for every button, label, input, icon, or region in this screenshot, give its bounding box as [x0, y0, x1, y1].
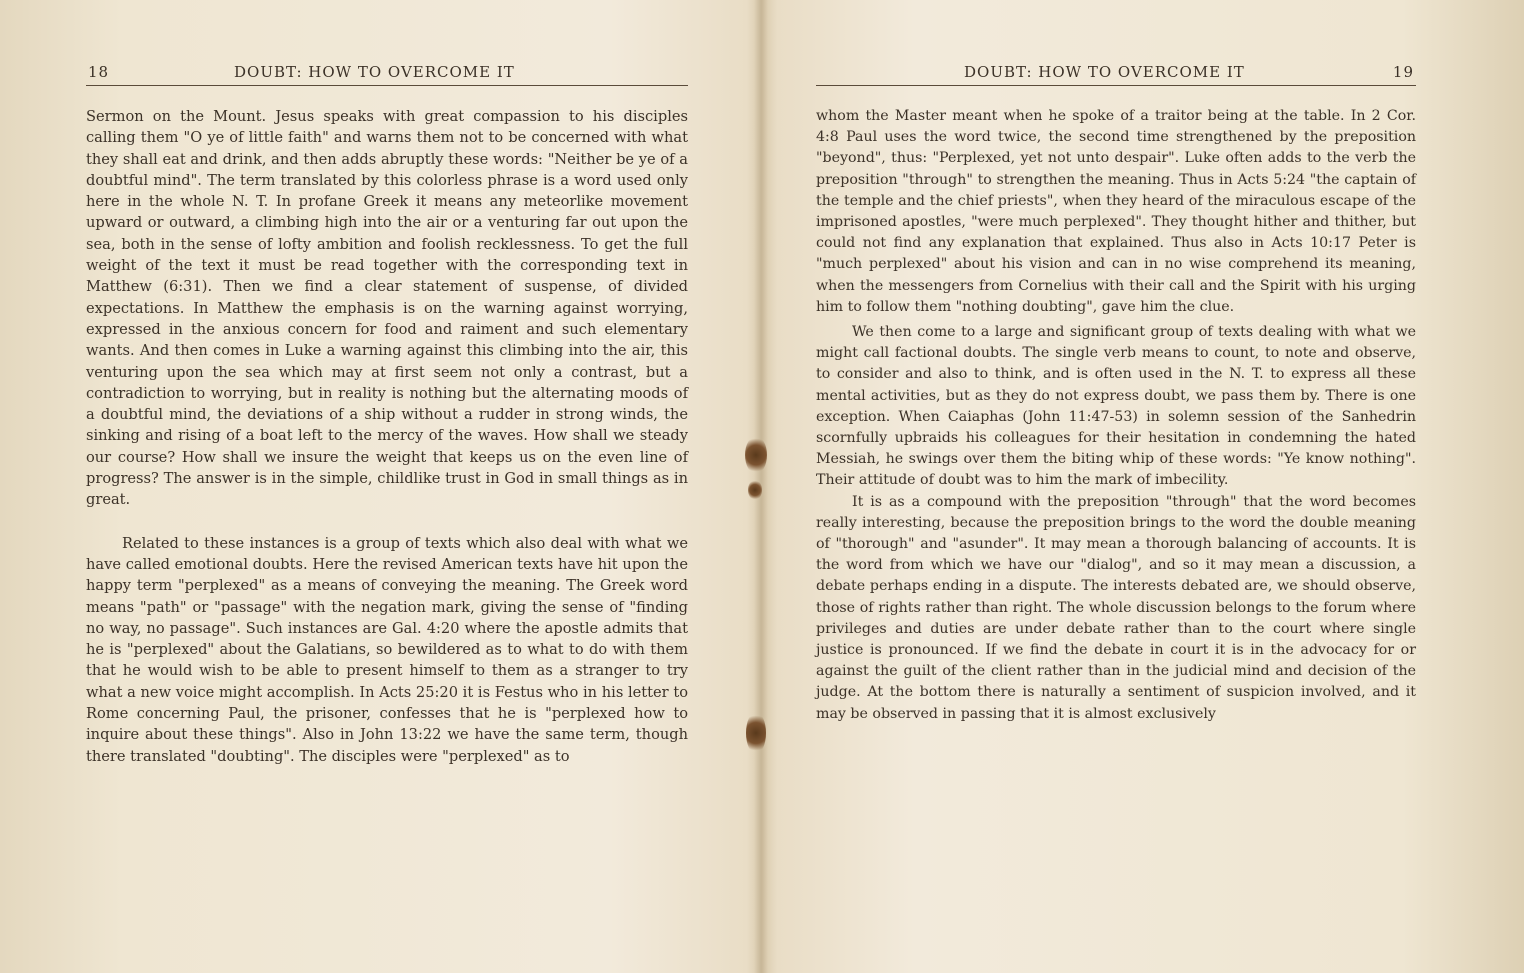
left-page: [86, 0, 688, 973]
right-body-text: [816, 106, 1416, 725]
left-paragraph-1: Sermon on the Mount. Jesus speaks with great compassion to his disciples calling them "O ye of little faith" and warns them not to be concerned with what they shall eat and drink, and then adds abruptly these words: "Neither be ye of a doubtful mind". The term translated by this colorless phrase is a word used only here in the whole N. T. In profane Greek it means any meteorlike movement upward or outward, a climbing high into the air or a venturing far out upon the sea, both in the sense of lofty ambition and foolish recklessness. To get the full weight of the text it must be read together with the corresponding text in Matthew (6:31). Then we find a clear statement of suspense, of divided expectations. In Matthew the emphasis is on the warning against worrying, expressed in the anxious concern for food and raiment and such elementary wants. And then comes in Luke a warning against this climbing into the air, this venturing upon the sea which may at first seem not only a contrast, but a contradiction to worrying, but in reality is nothing but the alternating moods of a doubtful mind, the deviations of a ship without a rudder in strong winds, the sinking and rising of a boat left to the mercy of the waves. How shall we steady our course? How shall we insure the weight that keeps us on the even line of progress? The answer is in the simple, childlike trust in God in small things as in great.: [86, 108, 688, 509]
binding-stain-upper: [745, 436, 767, 474]
right-paragraph-3: It is as a compound with the preposition "through" that the word becomes really interesting, because the preposition brings to the word the double meaning of "thorough" and "asunder". It may mean a thorough balancing of accounts. It is the word from which we have our "dialog", and so it may mean a discussion, a debate perhaps ending in a dispute. The interests debated are, we should observe, those of rights rather than right. The whole discussion belongs to the forum where privileges and duties are under debate rather than to the court where single justice is pronounced. If we find the debate in court it is in the advocacy for or against the guilt of the client rather than in the judicial mind and decision of the judge. At the bottom there is naturally a sentiment of suspicion involved, and it may be observed in passing that it is almost exclusively: [816, 493, 1416, 722]
left-body-text: [86, 106, 688, 767]
binding-stain-lower: [746, 712, 766, 754]
right-running-title: DOUBT: HOW TO OVERCOME IT: [964, 63, 1245, 81]
right-page: [816, 0, 1416, 973]
right-paragraph-1: whom the Master meant when he spoke of a traitor being at the table. In 2 Cor. 4:8 Paul uses the word twice, the second time strengthened by the preposition "beyond", thus: "Perplexed, yet not unto despair". Luke often adds to the verb the preposition "through" to strengthen the meaning. Thus in Acts 5:24 "the captain of the temple and the chief priests", when they heard of the miraculous escape of the imprisoned apostles, "were much perplexed". They thought hither and thither, but could not find any explanation that explained. Thus also in Acts 10:17 Peter is "much perplexed" about his vision and can in no wise comprehend its meaning, when the messengers from Cornelius with their call and the Spirit with his urging him to follow them "nothing doubting", gave him the clue.: [816, 108, 1416, 315]
right-page-number: 19: [1392, 63, 1414, 81]
binding-stain-small: [748, 480, 762, 500]
left-running-head: [86, 60, 688, 86]
left-running-title: DOUBT: HOW TO OVERCOME IT: [234, 63, 515, 81]
left-page-number: 18: [88, 63, 110, 81]
right-paragraph-2: We then come to a large and significant group of texts dealing with what we might call factional doubts. The single verb means to count, to note and observe, to consider and also to think, and is often used in the N. T. to express all these mental activities, but as they do not express doubt, we pass them by. There is one exception. When Caiaphas (John 11:47-53) in solemn session of the Sanhedrin scornfully upbraids his colleagues for their hesitation in condemning the hated Messiah, he swings over them the biting whip of these words: "Ye know nothing". Their attitude of doubt was to him the mark of imbecility.: [816, 324, 1416, 489]
left-paragraph-2: Related to these instances is a group of texts which also deal with what we have called emotional doubts. Here the revised American texts have hit upon the happy term "perplexed" as a means of conveying the meaning. The Greek word means "path" or "passage" with the negation mark, giving the sense of "finding no way, no passage". Such instances are Gal. 4:20 where the apostle admits that he is "perplexed" about the Galatians, so bewildered as to what to do with them that he would wish to be able to present himself to them as a stranger to try what a new voice might accomplish. In Acts 25:20 it is Festus who in his letter to Rome concerning Paul, the prisoner, confesses that he is "perplexed how to inquire about these things". Also in John 13:22 we have the same term, though there translated "doubting". The disciples were "perplexed" as to: [86, 534, 688, 765]
right-running-head: [816, 60, 1416, 86]
